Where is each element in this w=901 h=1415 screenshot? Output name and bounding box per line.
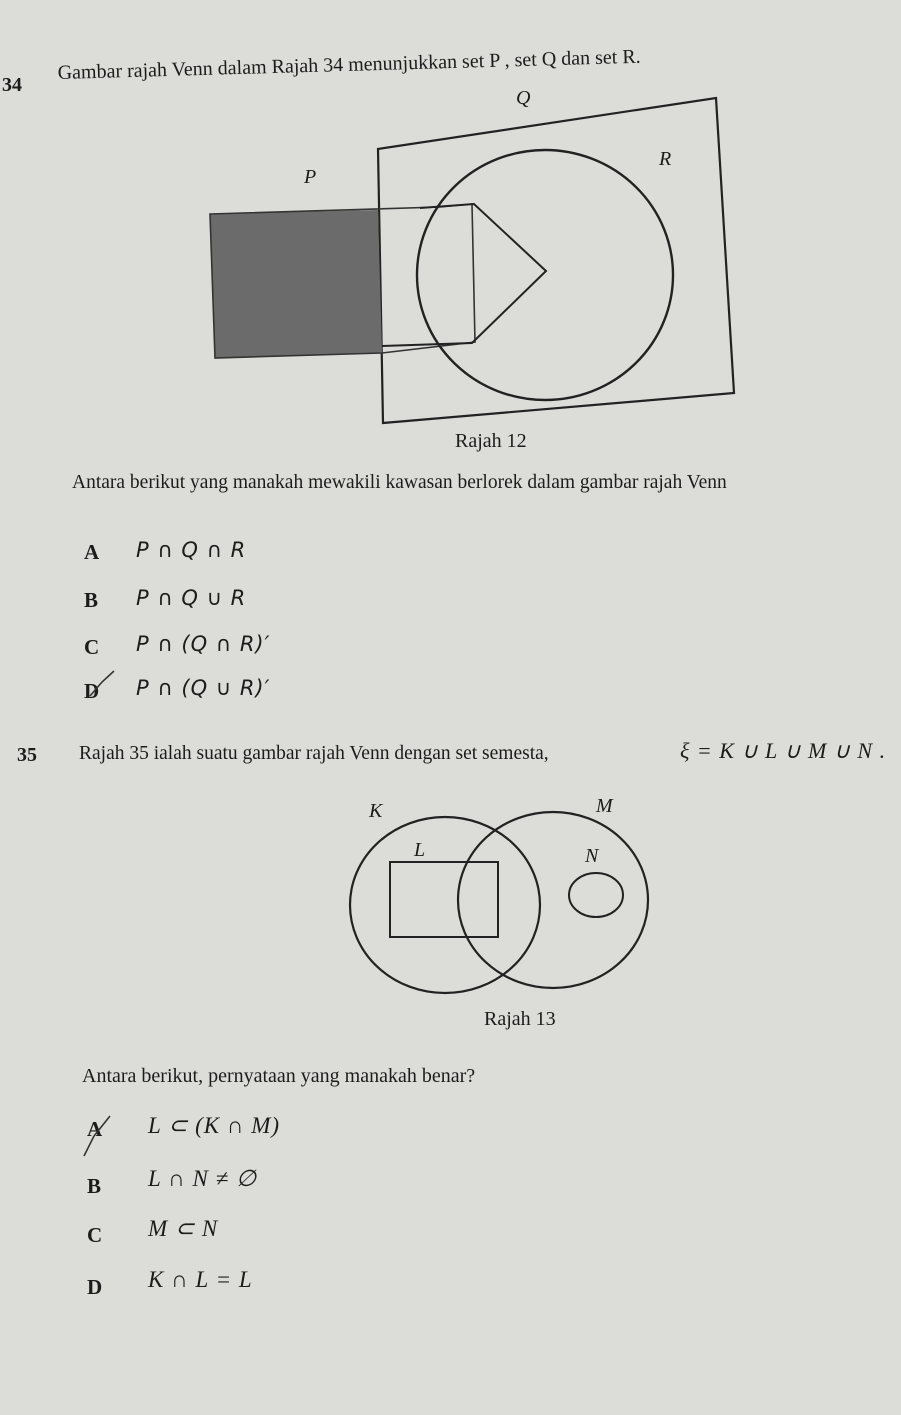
handwritten-cross-mark: [80, 1112, 116, 1160]
set-k-circle: [350, 817, 540, 993]
q35-option-d-expr: K ∩ L = L: [148, 1267, 253, 1292]
q34-option-b-letter: B: [84, 588, 99, 612]
question-34-text: Gambar rajah Venn dalam Rajah 34 menunjukkan set P , set Q dan set R.: [57, 45, 641, 85]
q35-option-b-letter: B: [87, 1174, 102, 1198]
caption-rajah-13: Rajah 13: [484, 1008, 556, 1030]
venn-diagram-34: [0, 0, 901, 470]
shaded-region: [210, 210, 382, 358]
q35-option-a-expr: L ⊂ (K ∩ M): [148, 1113, 281, 1138]
q34-option-a-expr: P ∩ Q ∩ R: [136, 538, 247, 562]
caption-rajah-12: Rajah 12: [455, 430, 527, 452]
question-35-text: Rajah 35 ialah suatu gambar rajah Venn dengan set semesta,: [79, 743, 549, 764]
question-34-number: 34: [2, 74, 22, 96]
label-m: M: [596, 795, 613, 817]
label-l: L: [414, 839, 426, 861]
q34-option-a-letter: A: [84, 540, 100, 564]
set-n-ellipse: [569, 873, 623, 917]
set-m-circle: [458, 812, 648, 988]
label-n: N: [585, 845, 599, 867]
venn-diagram-35: [0, 790, 901, 1010]
q35-option-b-expr: L ∩ N ≠ ∅: [148, 1166, 257, 1191]
q34-option-c-expr: P ∩ (Q ∩ R)′: [136, 632, 271, 656]
q35-option-c-letter: C: [87, 1223, 103, 1247]
q35-option-a-letter: A: [87, 1117, 103, 1141]
set-q-rectangle: [378, 98, 734, 423]
universal-set: ξ = K ∪ L ∪ M ∪ N .: [680, 738, 887, 763]
q34-option-b-expr: P ∩ Q ∪ R: [136, 586, 247, 610]
label-p: P: [304, 166, 317, 188]
q34-option-c-letter: C: [84, 635, 100, 659]
question-35-prompt: Antara berikut, pernyataan yang manakah benar?: [82, 1065, 476, 1087]
set-r-circle: [417, 150, 673, 400]
label-q: Q: [516, 87, 531, 109]
q35-option-d-letter: D: [87, 1275, 103, 1299]
q34-option-d-expr: P ∩ (Q ∪ R)′: [136, 676, 271, 700]
handwritten-check-mark: [84, 668, 120, 702]
label-r: R: [659, 148, 672, 170]
set-l-rectangle: [390, 862, 498, 937]
q35-option-c-expr: M ⊂ N: [148, 1216, 219, 1241]
set-p-pentagon-edge: [382, 204, 546, 346]
label-k: K: [369, 800, 383, 822]
q34-option-d-letter: D: [84, 679, 100, 703]
question-35-number: 35: [17, 744, 37, 766]
question-34-prompt: Antara berikut yang manakah mewakili kawasan berlorek dalam gambar rajah Venn: [72, 472, 727, 493]
